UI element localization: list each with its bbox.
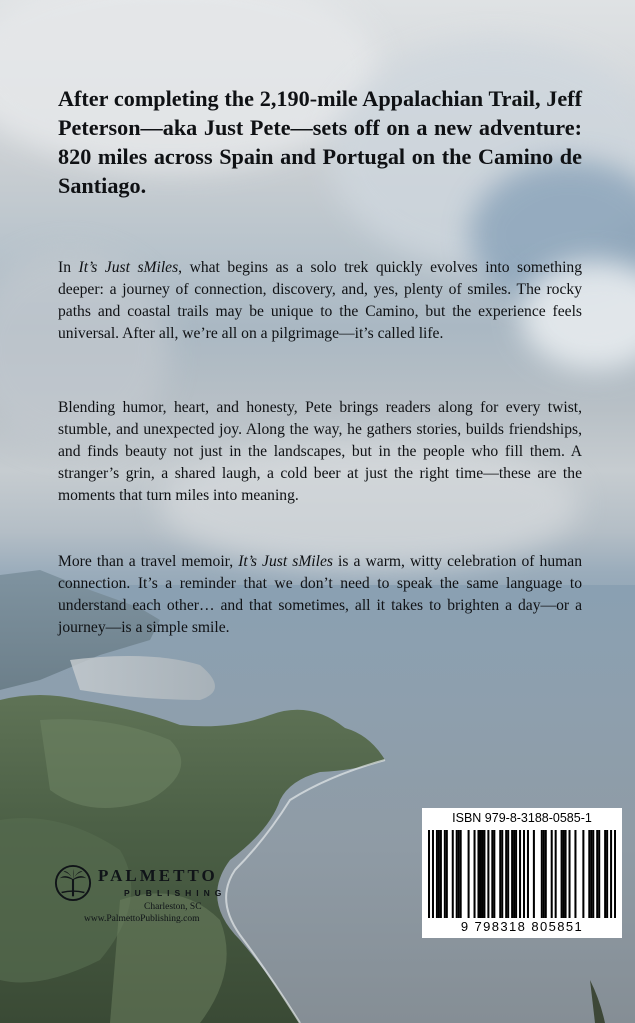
barcode-bar (527, 830, 529, 918)
barcode-bar (446, 830, 448, 918)
barcode-bar (458, 830, 460, 918)
barcode-bar (499, 830, 501, 918)
barcode-bar (561, 830, 563, 918)
paragraph-3-after: is a warm, witty celebration of human connection. It’s a reminder that we don’t need to speak the same language to understand each other… and that sometimes, all it takes to brighten a day—or a journey—is a simple smile. (58, 553, 582, 636)
barcode-bar (487, 830, 489, 918)
book-title: It’s Just sMiles (238, 553, 333, 570)
barcode-bar (440, 830, 442, 918)
barcode-bar (474, 830, 476, 918)
barcode-bar (590, 830, 592, 918)
headline: After completing the 2,190-mile Appalachian Trail, Jeff Peterson—aka Just Pete—sets off on a new adventure: 820 miles across Spain and Portugal on the Camino de Santiago. (58, 86, 582, 198)
barcode-bar (563, 830, 565, 918)
barcode-bar (519, 830, 521, 918)
paragraph-2: Blending humor, heart, and honesty, Pete brings readers along for every twist, stumble, and unexpected joy. Along the way, he gathers stories, builds friendships, and finds beauty not just in the landscapes, but in the people who fill them. A stranger’s grin, a shared laugh, a cold beer at just the right time—these are the moments that turn miles into meaning. (58, 399, 582, 504)
barcode-bar (555, 830, 557, 918)
barcode-bar (610, 830, 612, 918)
palm-tree-icon (54, 864, 92, 902)
barcode-bar (582, 830, 584, 918)
paragraph-3 (58, 551, 582, 639)
paragraph-1-before: In (58, 259, 79, 276)
barcode-bar (436, 830, 438, 918)
barcode-bar (574, 830, 576, 918)
publisher-logo (54, 860, 254, 932)
barcode-bar (501, 830, 503, 918)
barcode-digits: 9 798318 805851 (460, 919, 584, 934)
barcode-bar (438, 830, 440, 918)
barcode-bar (428, 830, 430, 918)
barcode-bar (604, 830, 606, 918)
barcode-bar (477, 830, 479, 918)
barcode-bar (596, 830, 598, 918)
barcode-bar (468, 830, 470, 918)
barcode-bar (511, 830, 513, 918)
publisher-url: www.PalmettoPublishing.com (84, 914, 200, 924)
paragraph-1 (58, 257, 582, 345)
barcode-bar (614, 830, 616, 918)
paragraph-1-after: , what begins as a solo trek quickly evolves into something deeper: a journey of connection, discovery, and, yes, plenty of smiles. The rocky paths and coastal trails may be unique to the Camino, but the experience feels universal. After all, we’re all on a pilgrimage—it’s called life. (58, 259, 583, 342)
barcode-bar (507, 830, 509, 918)
barcode-bar (493, 830, 495, 918)
publisher-city: Charleston, SC (144, 902, 202, 912)
barcode-bar (515, 830, 517, 918)
isbn-label: ISBN 979-8-3188-0585-1 (452, 811, 592, 825)
publisher-name: PALMETTO (98, 866, 218, 885)
barcode-bar (592, 830, 594, 918)
barcode-bar (541, 830, 543, 918)
barcode-bar (523, 830, 525, 918)
barcode-bar (460, 830, 462, 918)
barcode-bar (543, 830, 545, 918)
barcode-bar (456, 830, 458, 918)
book-title: It’s Just sMiles (78, 259, 179, 276)
barcode-bar (432, 830, 434, 918)
paragraph-3-before: More than a travel memoir, (58, 553, 239, 570)
barcode-bar (533, 830, 535, 918)
barcode-bars (428, 830, 616, 918)
isbn-barcode (422, 808, 622, 938)
barcode-bar (606, 830, 608, 918)
barcode-bar (491, 830, 493, 918)
barcode-bar (452, 830, 454, 918)
barcode-bar (505, 830, 507, 918)
barcode-bar (444, 830, 446, 918)
barcode-bar (513, 830, 515, 918)
barcode-bar (483, 830, 485, 918)
barcode-bar (551, 830, 553, 918)
barcode-bar (598, 830, 600, 918)
barcode-bar (588, 830, 590, 918)
barcode-bar (479, 830, 481, 918)
publisher-subtitle: PUBLISHING (124, 888, 227, 898)
barcode-bar (569, 830, 571, 918)
barcode-bar (545, 830, 547, 918)
barcode-bar (565, 830, 567, 918)
barcode-bar (481, 830, 483, 918)
